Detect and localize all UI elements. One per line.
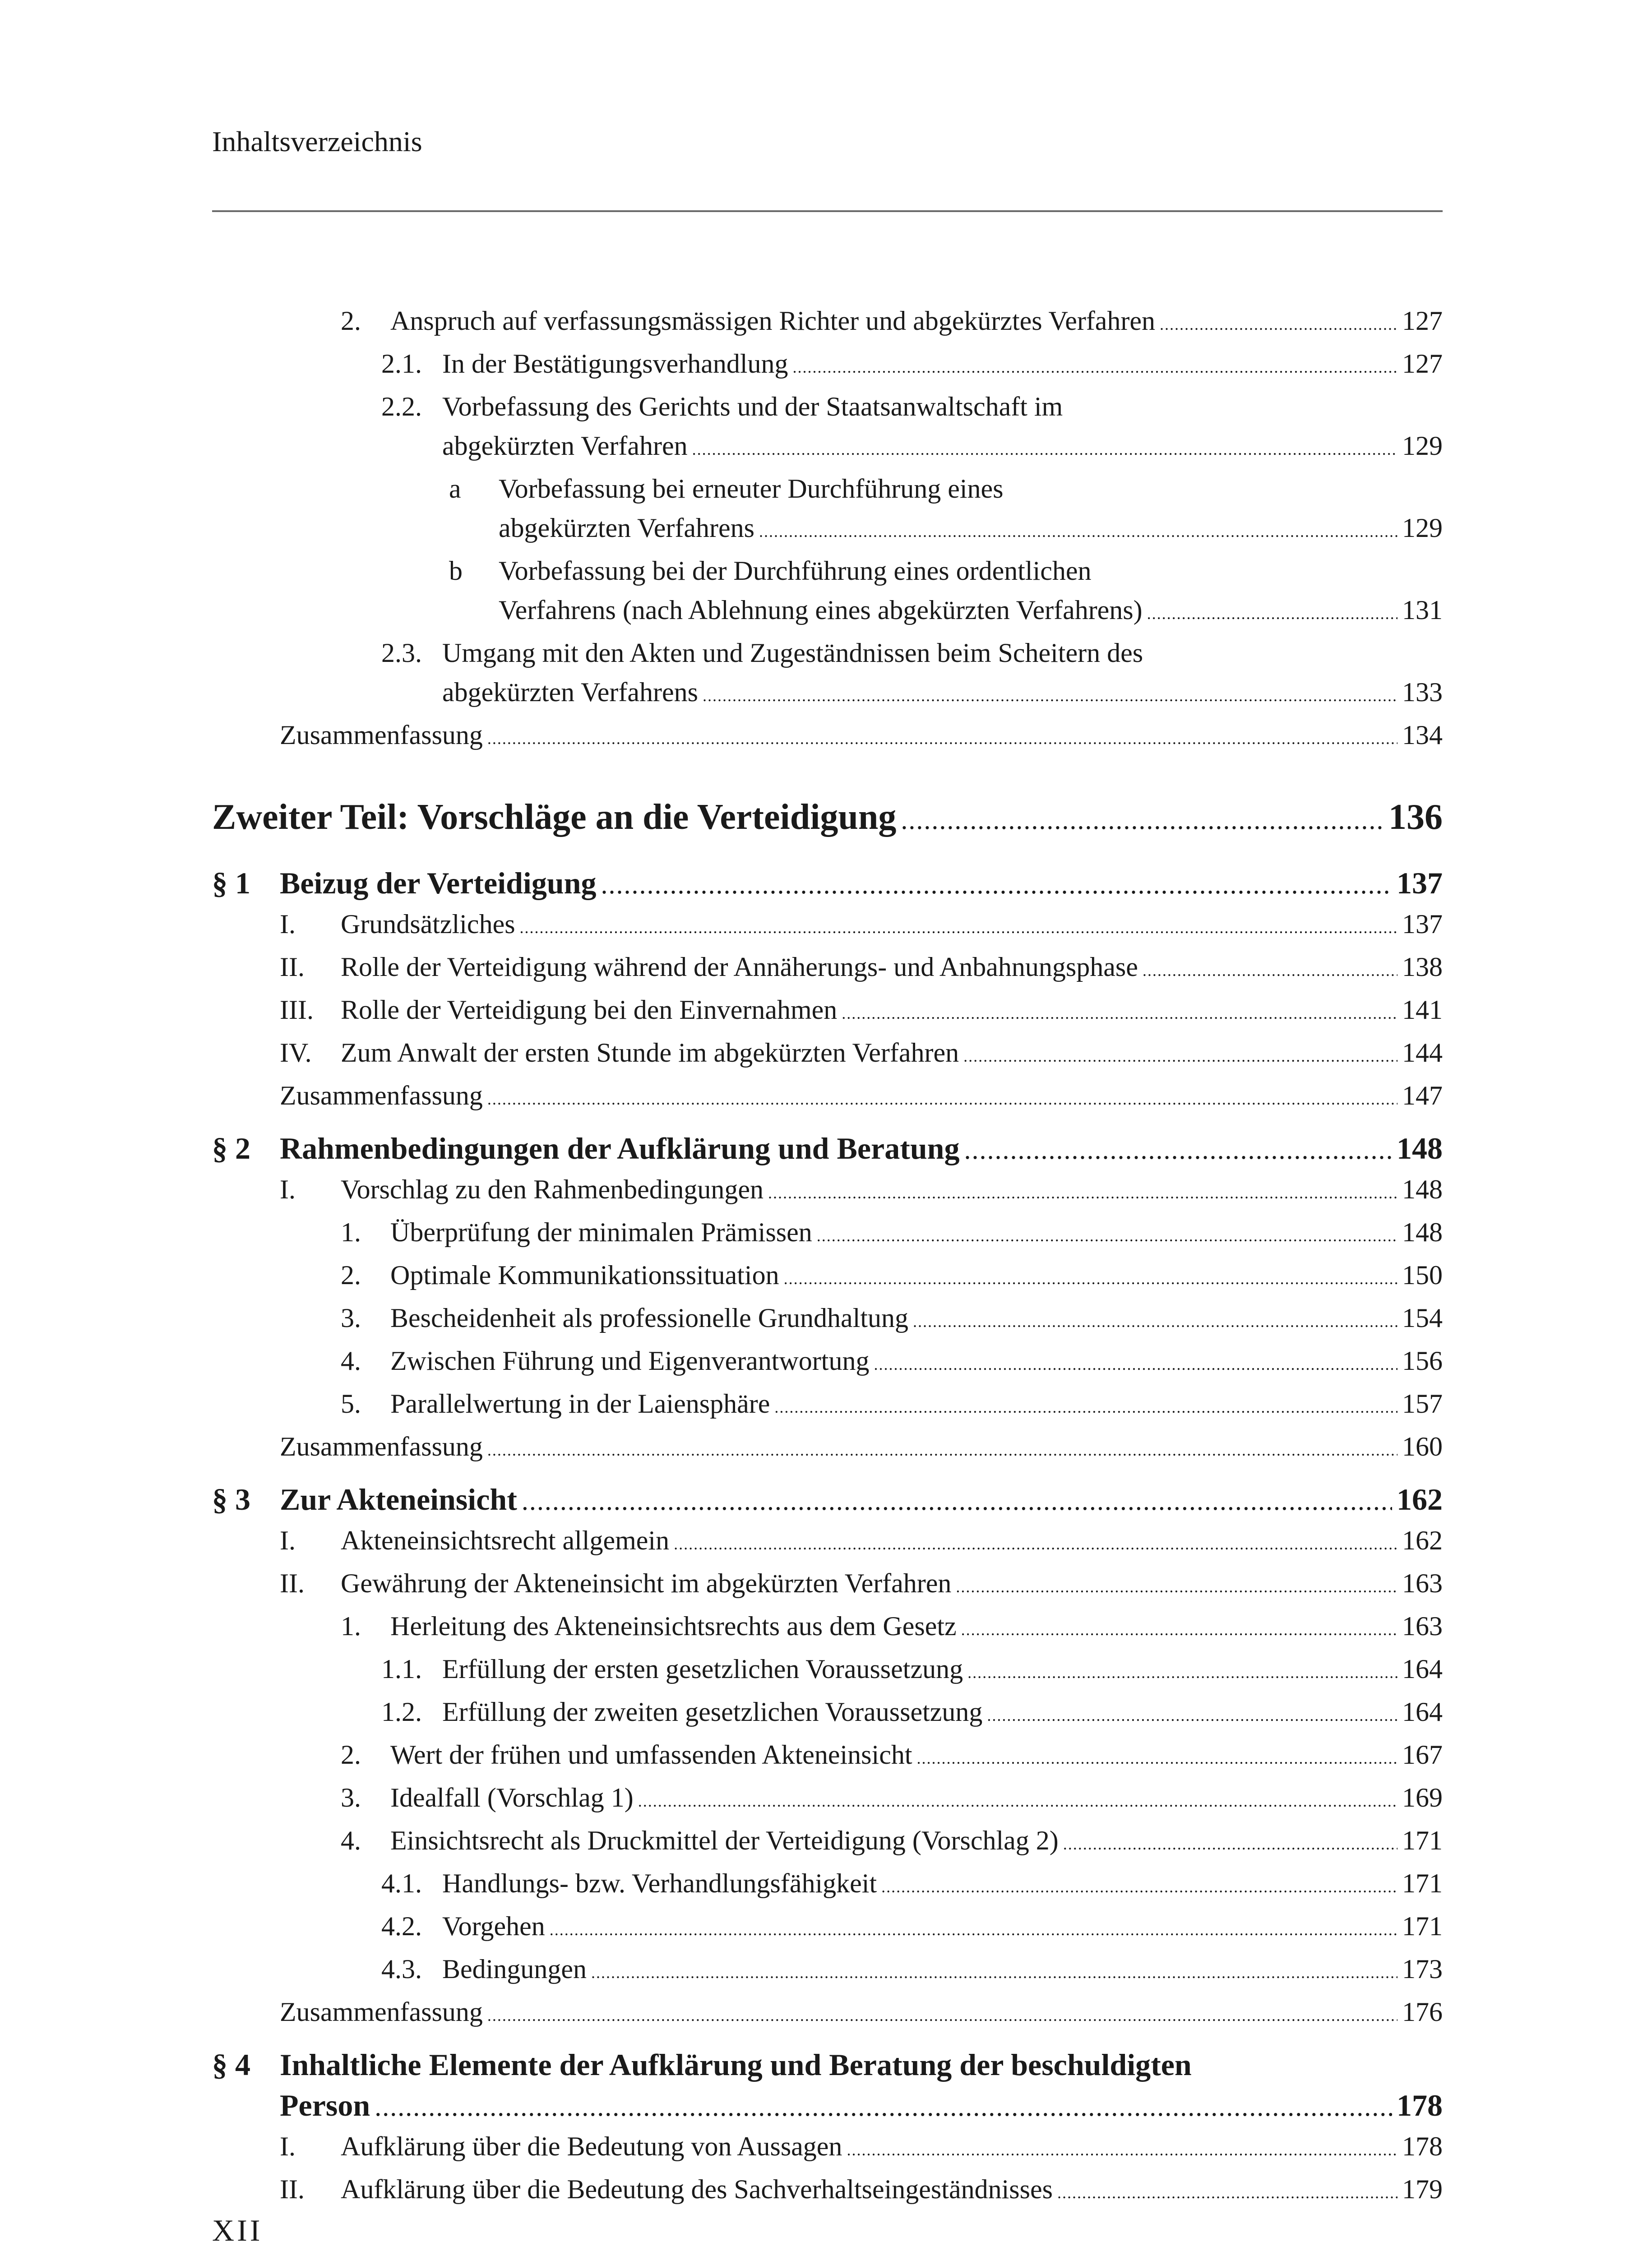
toc-entry-number: I. xyxy=(280,909,296,939)
toc-entry-title: Vorbefassung des Gerichts und der Staatsanwaltschaft im xyxy=(442,392,1063,421)
toc-page-number: 171 xyxy=(1402,1911,1443,1941)
toc-section-heading xyxy=(212,2044,1443,2127)
toc-page-number: 148 xyxy=(1402,1174,1443,1204)
toc-entry-number: I. xyxy=(280,1174,296,1204)
dot-leader xyxy=(774,1384,1397,1427)
toc-entry-number: 1.1. xyxy=(381,1654,422,1684)
toc-entry xyxy=(212,1256,1443,1299)
toc-entry-title: Handlungs- bzw. Verhandlungsfähigkeit xyxy=(442,1868,877,1898)
toc-entry xyxy=(212,1427,1443,1470)
toc-page-number: 178 xyxy=(1402,2131,1443,2161)
toc-page-number: 138 xyxy=(1402,952,1443,982)
toc-entry xyxy=(212,716,1443,758)
page-number: XII xyxy=(212,2213,263,2247)
dot-leader xyxy=(487,1992,1397,2035)
dot-leader xyxy=(375,2085,1392,2127)
toc-page-number: 131 xyxy=(1402,595,1443,625)
toc-entry xyxy=(212,1521,1443,1564)
toc-entry-title: Herleitung des Akteneinsichtsrechts aus dem Gesetz xyxy=(390,1611,957,1641)
toc-entry-title: Akteneinsichtsrecht allgemein xyxy=(341,1526,670,1555)
toc-page-number: 167 xyxy=(1402,1740,1443,1770)
dot-leader xyxy=(703,673,1397,716)
toc-entry-number: I. xyxy=(280,1526,296,1555)
toc-entry-title: Gewährung der Akteneinsicht im abgekürzten Verfahren xyxy=(341,1568,952,1598)
toc-page-number: 136 xyxy=(1388,797,1443,837)
toc-page-number: 127 xyxy=(1402,349,1443,379)
toc-entry xyxy=(212,1778,1443,1821)
toc-entry xyxy=(212,1384,1443,1427)
toc-entry-title: Rolle der Verteidigung bei den Einvernahmen xyxy=(341,995,838,1025)
toc-entry-number: § 1 xyxy=(212,866,250,900)
dot-leader xyxy=(1063,1821,1397,1864)
toc-page-number: 164 xyxy=(1402,1654,1443,1684)
toc-entry-number: 2. xyxy=(341,1260,361,1290)
dot-leader xyxy=(487,1427,1397,1470)
toc-entry xyxy=(212,1299,1443,1341)
toc-entry-number: II. xyxy=(280,1568,305,1598)
toc-page-number: 156 xyxy=(1402,1346,1443,1376)
header-rule xyxy=(212,210,1443,212)
toc-entry-title: Vorbefassung bei der Durchführung eines ordentlichen xyxy=(499,556,1092,586)
toc-entry xyxy=(212,2127,1443,2170)
toc-entry-title: Idealfall (Vorschlag 1) xyxy=(390,1783,634,1812)
toc-entry-title: Erfüllung der zweiten gesetzlichen Voraussetzung xyxy=(442,1697,983,1727)
dot-leader xyxy=(1160,301,1397,344)
toc-page-number: 169 xyxy=(1402,1783,1443,1812)
dot-leader xyxy=(881,1864,1397,1907)
toc-entry-title: Zusammenfassung xyxy=(280,720,483,750)
toc-entry-number: II. xyxy=(280,2174,305,2204)
dot-leader xyxy=(591,1950,1397,1992)
toc-entry xyxy=(212,344,1443,387)
toc-entry-number: 4. xyxy=(341,1346,361,1376)
toc-entry-title: Optimale Kommunikationssituation xyxy=(390,1260,779,1290)
toc-entry-title: Inhaltliche Elemente der Aufklärung und Beratung der beschuldigten xyxy=(280,2048,1192,2082)
toc-entry xyxy=(212,1564,1443,1607)
toc-entry xyxy=(212,1864,1443,1907)
toc-entry-title: Zusammenfassung xyxy=(280,1432,483,1461)
toc-page-number: 178 xyxy=(1397,2088,1443,2122)
toc-entry xyxy=(212,1213,1443,1256)
dot-leader xyxy=(601,863,1392,905)
dot-leader xyxy=(520,905,1397,948)
dot-leader xyxy=(961,1607,1397,1650)
toc-entry-title: Erfüllung der ersten gesetzlichen Voraussetzung xyxy=(442,1654,963,1684)
toc-entry-title: Verfahrens (nach Ablehnung eines abgekürzten Verfahrens) xyxy=(499,595,1143,625)
toc-entry xyxy=(212,469,1443,551)
toc-entry-number: I. xyxy=(280,2131,296,2161)
toc-entry xyxy=(212,905,1443,948)
toc-entry-number: 5. xyxy=(341,1389,361,1419)
toc-entry xyxy=(212,1341,1443,1384)
toc-page-number: 160 xyxy=(1402,1432,1443,1461)
toc-entry-title: Parallelwertung in der Laiensphäre xyxy=(390,1389,770,1419)
dot-leader xyxy=(638,1778,1397,1821)
toc-entry-title: Zusammenfassung xyxy=(280,1081,483,1110)
toc-entry-number: 1. xyxy=(341,1217,361,1247)
toc-entry-title: Person xyxy=(280,2088,370,2122)
running-head: Inhaltsverzeichnis xyxy=(212,125,422,157)
toc-entry-title: Vorbefassung bei erneuter Durchführung eines xyxy=(499,474,1004,504)
toc-entry-title: Wert der frühen und umfassenden Akteneinsicht xyxy=(390,1740,912,1770)
dot-leader xyxy=(963,1033,1397,1076)
toc-entry-number: 1. xyxy=(341,1611,361,1641)
toc-page-number: 129 xyxy=(1402,513,1443,543)
dot-leader xyxy=(817,1213,1397,1256)
toc-entry-title: Beizug der Verteidigung xyxy=(280,866,597,900)
toc-entry xyxy=(212,1076,1443,1119)
dot-leader xyxy=(1057,2170,1397,2213)
toc-entry-number: 4.1. xyxy=(381,1868,422,1898)
dot-leader xyxy=(674,1521,1397,1564)
toc-entry-title: abgekürzten Verfahrens xyxy=(499,513,754,543)
dot-leader xyxy=(956,1564,1397,1607)
toc-entry-title: Zwischen Führung und Eigenverantwortung xyxy=(390,1346,870,1376)
toc-entry-title: Zusammenfassung xyxy=(280,1997,483,2027)
toc-entry-number: IV. xyxy=(280,1038,312,1068)
toc-entry-title: Bedingungen xyxy=(442,1954,587,1984)
toc-entry-number: § 2 xyxy=(212,1131,250,1165)
toc-page-number: 163 xyxy=(1402,1611,1443,1641)
toc-entry-number: 2. xyxy=(341,306,361,336)
toc-page-number: 176 xyxy=(1402,1997,1443,2027)
toc-entry-title: Vorgehen xyxy=(442,1911,545,1941)
dot-leader xyxy=(964,1128,1393,1170)
dot-leader xyxy=(793,344,1398,387)
toc-entry-number: 2. xyxy=(341,1740,361,1770)
toc-part-heading xyxy=(212,792,1443,845)
toc-entry-number: II. xyxy=(280,952,305,982)
dot-leader xyxy=(1147,591,1397,633)
toc-entry-title: Rolle der Verteidigung während der Annäherungs- und Anbahnungsphase xyxy=(341,952,1138,982)
toc-entry-title: abgekürzten Verfahren xyxy=(442,431,688,461)
toc-entry-title: Vorschlag zu den Rahmenbedingungen xyxy=(341,1174,764,1204)
toc-entry-number: b xyxy=(449,556,463,586)
toc-entry xyxy=(212,2170,1443,2213)
dot-leader xyxy=(847,2127,1397,2170)
toc-entry-number: 1.2. xyxy=(381,1697,422,1727)
toc-entry xyxy=(212,301,1443,344)
dot-leader xyxy=(874,1341,1397,1384)
toc-page-number: 148 xyxy=(1397,1131,1443,1165)
toc-page-number: 171 xyxy=(1402,1826,1443,1855)
toc-entry xyxy=(212,1735,1443,1778)
toc-entry xyxy=(212,1170,1443,1213)
toc-entry-number: § 3 xyxy=(212,1482,250,1516)
toc-entry-title: Zur Akteneinsicht xyxy=(280,1482,517,1516)
toc-entry xyxy=(212,1607,1443,1650)
toc-page-number: 133 xyxy=(1402,677,1443,707)
toc-entry xyxy=(212,551,1443,633)
dot-leader xyxy=(487,716,1397,758)
dot-leader xyxy=(987,1692,1397,1735)
toc-entry xyxy=(212,387,1443,469)
dot-leader xyxy=(550,1907,1397,1950)
toc-entry-title: Umgang mit den Akten und Zugeständnissen beim Scheitern des xyxy=(442,638,1143,668)
toc-page-number: 179 xyxy=(1402,2174,1443,2204)
toc-entry xyxy=(212,1992,1443,2035)
toc-section-heading xyxy=(212,1479,1443,1521)
toc-page-number: 137 xyxy=(1402,909,1443,939)
toc-entry xyxy=(212,633,1443,716)
toc-entry xyxy=(212,948,1443,990)
toc-entry-number: 2.1. xyxy=(381,349,422,379)
toc-entry-title: Zum Anwalt der ersten Stunde im abgekürzten Verfahren xyxy=(341,1038,959,1068)
dot-leader xyxy=(487,1076,1397,1119)
toc-page-number: 171 xyxy=(1402,1868,1443,1898)
toc-entry-title: Aufklärung über die Bedeutung des Sachverhaltseingeständnisses xyxy=(341,2174,1053,2204)
toc-entry xyxy=(212,1950,1443,1992)
dot-leader xyxy=(901,792,1384,845)
toc-entry-title: Einsichtsrecht als Druckmittel der Verteidigung (Vorschlag 2) xyxy=(390,1826,1059,1855)
toc-entry-number: III. xyxy=(280,995,314,1025)
toc-entry-number: 4.2. xyxy=(381,1911,422,1941)
toc-section-heading xyxy=(212,1128,1443,1170)
dot-leader xyxy=(759,509,1397,551)
toc-entry-number: a xyxy=(449,474,461,504)
dot-leader xyxy=(692,426,1397,469)
toc-page-number: 154 xyxy=(1402,1303,1443,1333)
dot-leader xyxy=(522,1479,1392,1521)
toc-entry-title: abgekürzten Verfahrens xyxy=(442,677,698,707)
toc-entry-title: Aufklärung über die Bedeutung von Aussagen xyxy=(341,2131,842,2161)
toc-page-number: 163 xyxy=(1402,1568,1443,1598)
toc-page-number: 141 xyxy=(1402,995,1443,1025)
toc-entry xyxy=(212,1907,1443,1950)
toc-entry xyxy=(212,1033,1443,1076)
toc-page-number: 157 xyxy=(1402,1389,1443,1419)
table-of-contents xyxy=(212,301,1443,2213)
toc-entry-title: In der Bestätigungsverhandlung xyxy=(442,349,788,379)
toc-entry-number: 3. xyxy=(341,1303,361,1333)
toc-entry-number: 2.2. xyxy=(381,392,422,421)
dot-leader xyxy=(917,1735,1398,1778)
dot-leader xyxy=(784,1256,1397,1299)
toc-entry-number: 3. xyxy=(341,1783,361,1812)
toc-page-number: 173 xyxy=(1402,1954,1443,1984)
toc-page-number: 162 xyxy=(1397,1482,1443,1516)
toc-entry-title: Rahmenbedingungen der Aufklärung und Beratung xyxy=(280,1131,960,1165)
toc-page-number: 134 xyxy=(1402,720,1443,750)
toc-entry-number: 2.3. xyxy=(381,638,422,668)
toc-page-number: 137 xyxy=(1397,866,1443,900)
toc-page-number: 148 xyxy=(1402,1217,1443,1247)
toc-entry xyxy=(212,990,1443,1033)
dot-leader xyxy=(842,990,1397,1033)
toc-entry-title: Überprüfung der minimalen Prämissen xyxy=(390,1217,812,1247)
toc-page-number: 144 xyxy=(1402,1038,1443,1068)
toc-page-number: 164 xyxy=(1402,1697,1443,1727)
dot-leader xyxy=(1143,948,1397,990)
toc-page-number: 129 xyxy=(1402,431,1443,461)
toc-entry-title: Grundsätzliches xyxy=(341,909,515,939)
toc-entry-number: 4.3. xyxy=(381,1954,422,1984)
toc-entry xyxy=(212,1650,1443,1692)
toc-entry xyxy=(212,1821,1443,1864)
toc-page-number: 127 xyxy=(1402,306,1443,336)
dot-leader xyxy=(967,1650,1397,1692)
dot-leader xyxy=(768,1170,1397,1213)
toc-entry-number: § 4 xyxy=(212,2048,250,2082)
toc-entry-title: Zweiter Teil: Vorschläge an die Verteidigung xyxy=(212,797,897,837)
toc-entry-title: Anspruch auf verfassungsmässigen Richter und abgekürztes Verfahren xyxy=(390,306,1156,336)
toc-page-number: 162 xyxy=(1402,1526,1443,1555)
dot-leader xyxy=(913,1299,1397,1341)
toc-page-number: 147 xyxy=(1402,1081,1443,1110)
toc-entry xyxy=(212,1692,1443,1735)
toc-section-heading xyxy=(212,863,1443,905)
toc-page-number: 150 xyxy=(1402,1260,1443,1290)
toc-entry-number: 4. xyxy=(341,1826,361,1855)
toc-entry-title: Bescheidenheit als professionelle Grundhaltung xyxy=(390,1303,909,1333)
